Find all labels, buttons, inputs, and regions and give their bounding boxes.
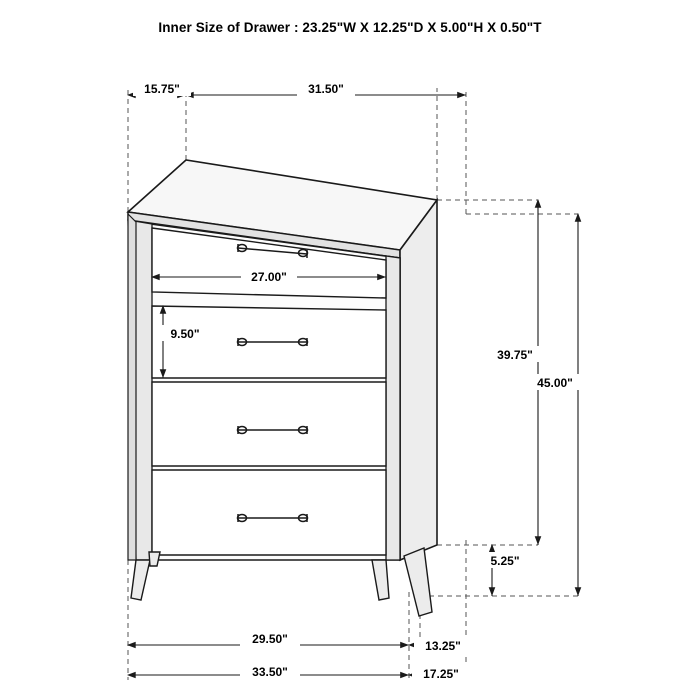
leg-front-right <box>372 560 389 600</box>
label-leg-height: 5.25" <box>490 554 520 568</box>
leg-rear-right <box>404 548 432 616</box>
leg-front-left <box>131 560 150 600</box>
label-top-depth: 15.75" <box>144 82 180 96</box>
chest-left-edge <box>128 214 136 560</box>
chest-right-stile <box>386 256 400 560</box>
chest-side-panel <box>400 200 437 560</box>
drawer-front-4 <box>152 470 386 555</box>
label-cabinet-height: 39.75" <box>497 348 533 362</box>
label-overall-depth: 17.25" <box>423 667 459 681</box>
page-title: Inner Size of Drawer : 23.25"W X 12.25"D X 5.00"H X 0.50"T <box>158 20 542 35</box>
label-base-side-depth: 13.25" <box>425 639 461 653</box>
drawer-front-3 <box>152 382 386 466</box>
label-overall-height: 45.00" <box>537 376 573 390</box>
label-drawer-front-width: 27.00" <box>251 270 287 284</box>
label-drawer-height: 9.50" <box>170 327 200 341</box>
label-base-front-width: 29.50" <box>252 632 288 646</box>
label-top-width: 31.50" <box>308 82 344 96</box>
leg-rear-left-stub <box>149 552 160 566</box>
label-overall-width: 33.50" <box>252 665 288 679</box>
chest-illustration <box>128 160 437 616</box>
